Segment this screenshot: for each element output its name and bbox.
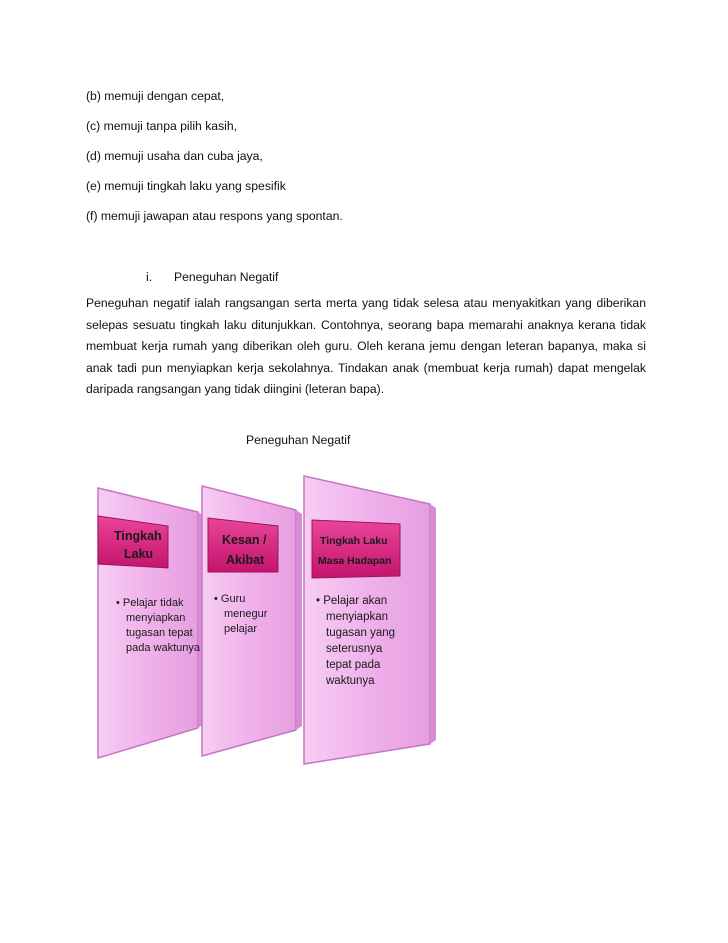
figure-title: Peneguhan Negatif [246, 433, 351, 447]
body-paragraph: Peneguhan negatif ialah rangsangan serta merta yang tidak selesa atau menyakitkan yang diberikan selepas sesuatu tingkah laku ditunjukkan. Contohnya, seorang bapa memarahi anaknya kerana tidak membuat kerja rumah yang diberikan oleh guru. Oleh kerana jemu dengan leteran bapanya, maka si anak tadi pun menyiapkan kerja sekolahnya. Tindakan anak (membuat kerja rumah) dapat mengelak daripada rangsangan yang tidak diingini (leteran bapa). [86, 296, 646, 397]
panel-2-header [208, 518, 278, 572]
panel-1-bullet-line: • Pelajar tidak [116, 597, 184, 609]
list-item-d: (d) memuji usaha dan cuba jaya, [86, 149, 263, 163]
panel-tingkah-laku [98, 488, 204, 758]
panel-kesan-akibat [202, 486, 302, 756]
list-item-c: (c) memuji tanpa pilih kasih, [86, 119, 238, 133]
panel-2-header-line2: Akibat [226, 553, 265, 567]
panel-2-bullet-line: menegur [224, 608, 268, 620]
panel-2-header-line1: Kesan / [222, 533, 267, 547]
panel-3-bullet-line: tugasan yang [326, 627, 396, 639]
panel-tingkah-laku-masa-hadapan [304, 476, 436, 764]
panel-3-bullet-line: • Pelajar akan [316, 595, 388, 607]
list-item-b: (b) memuji dengan cepat, [86, 89, 225, 103]
panel-1-header-line2: Laku [124, 547, 154, 561]
section-number: i. [146, 270, 153, 284]
panel-3-header-line2: Masa Hadapan [318, 555, 392, 567]
panel-3-bullet-line: waktunya [326, 675, 375, 687]
panel-3-bullet-line: seterusnya [326, 643, 383, 655]
panel-2-bullet-line: pelajar [224, 623, 258, 635]
panel-1-bullet-line: tugasan tepat [126, 627, 193, 639]
panel-1-header-line1: Tingkah [114, 529, 162, 543]
section-heading: Peneguhan Negatif [174, 270, 279, 284]
panel-3-bullet-line: tepat pada [326, 659, 381, 671]
panel-1-bullet-line: pada waktunya [126, 642, 200, 654]
negative-reinforcement-diagram [90, 468, 450, 768]
panel-3-header [312, 520, 400, 578]
list-item-f: (f) memuji jawapan atau respons yang spontan. [86, 209, 343, 223]
panel-3-header-line1: Tingkah Laku [320, 535, 388, 547]
panel-1-bullet-line: menyiapkan [126, 612, 186, 624]
panel-2-bullet-line: • Guru [214, 593, 246, 605]
panel-3-bullet-line: menyiapkan [326, 611, 389, 623]
list-item-e: (e) memuji tingkah laku yang spesifik [86, 179, 286, 193]
